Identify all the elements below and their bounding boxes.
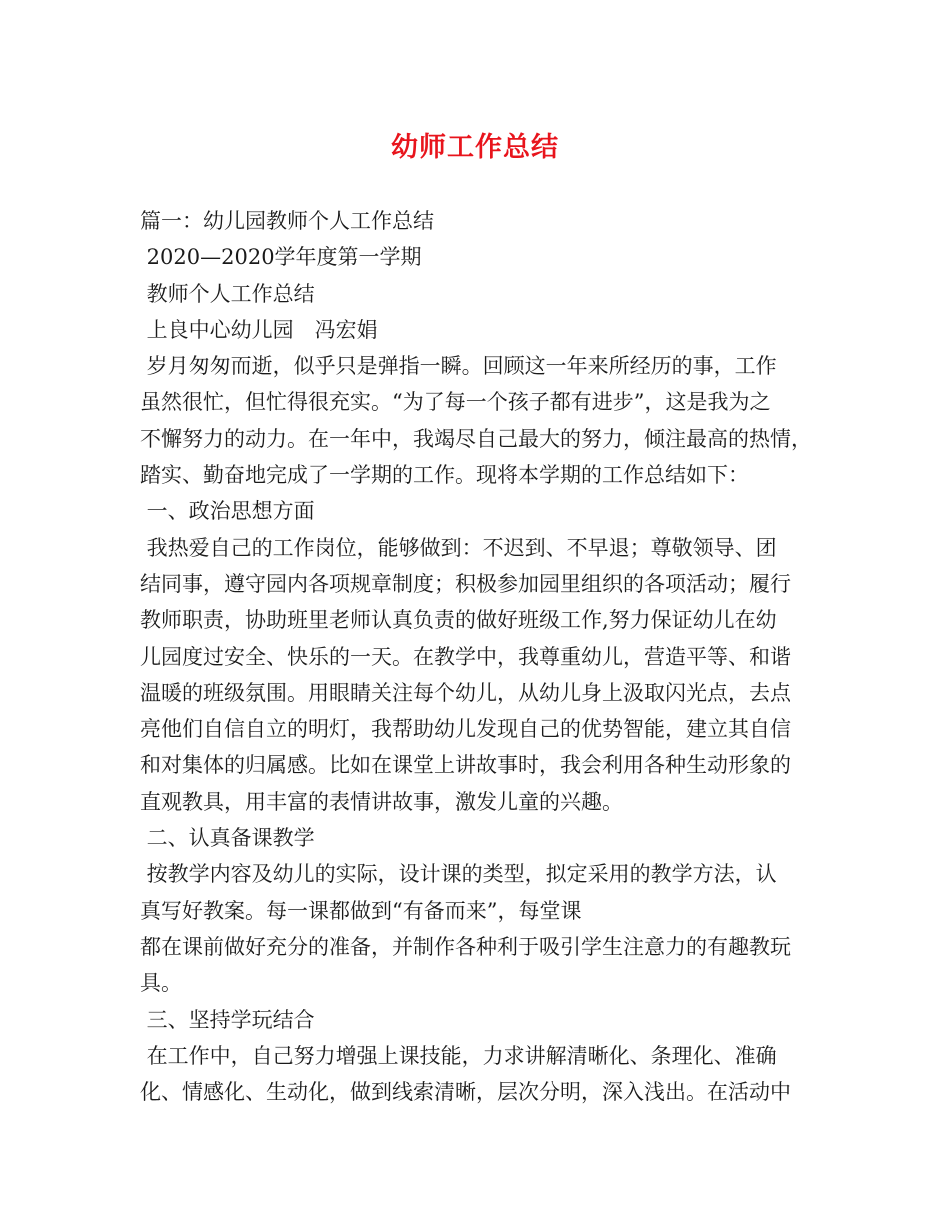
text-line: 儿园度过安全、快乐的一天。在教学中，我尊重幼儿，营造平等、和谐: [140, 644, 791, 669]
text-line: 踏实、勤奋地完成了一学期的工作。现将本学期的工作总结如下：: [140, 463, 749, 488]
text-line: 和对集体的归属感。比如在课堂上讲故事时，我会利用各种生动形象的: [140, 753, 791, 778]
text-line: 直观教具，用丰富的表情讲故事，激发儿童的兴趣。: [140, 789, 623, 814]
text-line: 上良中心幼儿园 冯宏娟: [140, 317, 378, 342]
document-body: [140, 203, 820, 1110]
text-line: 在工作中，自己努力增强上课技能，力求讲解清晰化、条理化、准确: [140, 1043, 777, 1068]
text-line: 2020—2020学年度第一学期: [140, 245, 422, 270]
text-line: 虽然很忙，但忙得很充实。“为了每一个孩子都有进步”，这是我为之: [140, 390, 771, 415]
text-line: 都在课前做好充分的准备，并制作各种利于吸引学生注意力的有趣教玩: [140, 934, 791, 959]
text-line: 我热爱自己的工作岗位，能够做到：不迟到、不早退；尊敬领导、团: [140, 535, 777, 560]
text-line: 结同事，遵守园内各项规章制度；积极参加园里组织的各项活动；履行: [140, 571, 791, 596]
text-line: 亮他们自信自立的明灯，我帮助幼儿发现自己的优势智能，建立其自信: [140, 717, 791, 742]
text-line: 一、政治思想方面: [140, 499, 315, 524]
text-line: 三、坚持学玩结合: [140, 1007, 315, 1032]
text-line: 岁月匆匆而逝，似乎只是弹指一瞬。回顾这一年来所经历的事，工作: [140, 354, 777, 379]
text-line: 篇一：幼儿园教师个人工作总结: [140, 209, 434, 233]
text-line: 不懈努力的动力。在一年中，我竭尽自己最大的努力，倾注最高的热情，: [140, 426, 812, 451]
text-line: 温暖的班级氛围。用眼睛关注每个幼儿，从幼儿身上汲取闪光点，去点: [140, 680, 791, 705]
text-line: 具。: [140, 971, 182, 996]
text-line: 二、认真备课教学: [140, 826, 315, 851]
text-line: 教师职责，协助班里老师认真负责的做好班级工作,努力保证幼儿在幼: [140, 608, 777, 633]
document-title: 幼师工作总结: [391, 132, 559, 163]
text-line: 教师个人工作总结: [140, 281, 315, 306]
text-line: 真写好教案。每一课都做到“有备而来”，每堂课: [140, 898, 582, 923]
text-line: 化、情感化、生动化，做到线索清晰，层次分明，深入浅出。在活动中: [140, 1080, 791, 1105]
text-line: 按教学内容及幼儿的实际，设计课的类型，拟定采用的教学方法，认: [140, 862, 777, 887]
